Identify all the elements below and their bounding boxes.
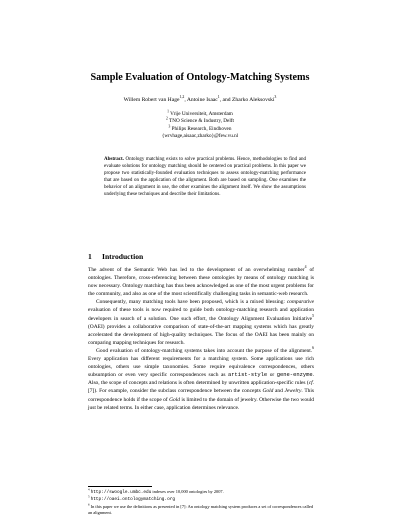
affiliation-line: $^1$ Vrije Universiteit, Amsterdam [167,109,233,117]
footnotes [88,489,314,516]
author-affil-marker: 3 [274,95,277,100]
footnote-marker: 5 [312,313,314,318]
author-line [0,97,400,103]
abstract-label: Abstract. [104,157,124,162]
footnote-link[interactable]: http://swoogle.umbc.edu [90,490,152,495]
footnote-rule [88,486,152,487]
footnote: $^6$ In this paper we use the definitions as presented in [7]: An ontology matching system produces a set of correspondences called an alignment. [88,502,314,515]
footnote: $^4$ http://swoogle.umbc.edu indexes over 10,000 ontologies by 2007. [88,487,224,495]
paper-title: Sample Evaluation of Ontology-Matching Systems [90,72,310,83]
email-line: {wrvhage,aisaac,zharko}@few.vu.nl [161,133,239,140]
paragraph: Good evaluation of ontology-matching systems takes into account the purpose of the alignment.$^6$ Every application has different requirements for a matching system. Some applications use rich ontologies, others use simple taxonomies. Some require equivalence correspondences, others subsumption or even very specific correspondences such as artist-style or gene-enzyme. Also, the scope of concepts and relations is often determined by unwritten application-specific rules (cf. [7]). For example, consider the subclass correspondence between the concepts Gold and Jewelry. This correspondence holds if the scope of Gold is limited to the domain of jewelry. Otherwise the two would just be related terms. In either case, application determines relevance. [88,346,315,411]
body-text [88,266,314,412]
author-name: , and Zharko Aleksovski [219,97,275,103]
affiliations [0,111,400,141]
section-title: Introduction [102,252,144,261]
abstract-text: Ontology matching exists to solve practical problems. Hence, methodologies to find and evaluate solutions for ontology matching should be centered on practical problems. In this paper we propose two statistically-founded evaluation techniques to assess ontology-matching performance that are based on the application of the alignment. Both are based on sampling. One examines the behavior of an alignment in use, the other examines the alignment itself. We show the assumptions underlying these techniques and describe their limitations. [104,157,306,197]
affiliation-line: $^3$ Philips Research, Eindhoven [168,124,232,132]
footnote: $^5$ http://oaei.ontologymatching.org [88,494,175,503]
author-name: , Antoine Isaac [184,97,218,103]
footnote-link[interactable]: http://oaei.ontologymatching.org [90,497,175,503]
section-number: 1 [88,252,92,261]
section-heading [88,252,143,261]
author-name: Willem Robert van Hage [123,97,180,103]
paragraph: Consequently, many matching tools have been proposed, which is a mixed blessing: comparative evaluation of these tools is now required to guide both ontology-matching research and application developers in search of a solution. One such effort, the Ontology Alignment Evaluation Initiative$^5$ (OAEI) provides a collaborative comparison of state-of-the-art mapping systems which has greatly accelerated the development of high-quality techniques. The focus of the OAEI has been mainly on comparing mapping techniques for research. [88,299,314,346]
paragraph: The advent of the Semantic Web has led to the development of an overwhelming number$^4$ of ontologies. Therefore, cross-referencing between these ontologies by means of ontology matching is now necessary. Ontology matching has thus been acknowledged as one of the most urgent problems for the community, and also as one of the most scientifically challenging tasks in semantic-web research. [88,265,314,298]
affiliation-line: $^2$ TNO Science & Industry, Delft [166,116,234,125]
author-affil-marker: 1,2 [179,95,185,100]
footnote-marker: 4 [304,265,307,270]
footnote-marker: 6 [312,346,314,351]
author-affil-marker: 1 [217,95,220,100]
abstract [104,156,306,198]
